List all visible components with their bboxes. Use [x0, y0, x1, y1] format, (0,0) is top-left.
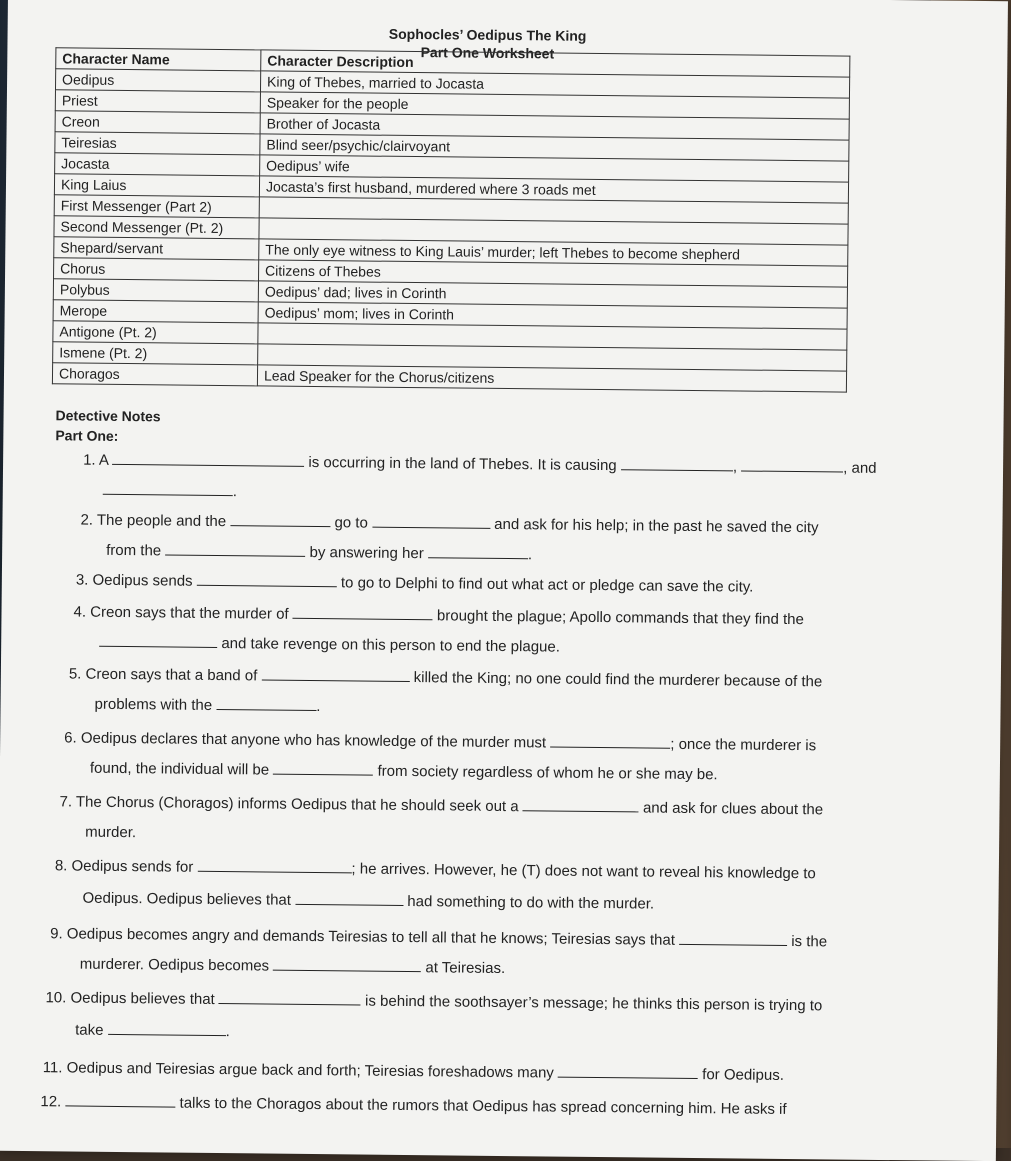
q3-text-b: to go to Delphi to find out what act or pledge can save the city.	[340, 574, 754, 596]
answer-blank[interactable]	[293, 606, 433, 620]
q1-text-a: 1. A	[83, 451, 109, 469]
character-name: Teiresias	[55, 132, 260, 155]
q1-text-e: .	[232, 483, 238, 501]
title-line-1: Sophocles’ Oedipus The King	[388, 25, 587, 44]
character-name: Chorus	[54, 258, 259, 281]
q9-text-c: murderer. Oedipus becomes	[79, 955, 270, 975]
question-11	[43, 1059, 784, 1084]
character-description: Oedipus’ wife	[260, 155, 849, 182]
character-name: Polybus	[53, 279, 258, 302]
q8-text-a: 8. Oedipus sends for	[54, 857, 194, 876]
character-description: Jocasta’s first husband, murdered where 3 roads met	[259, 176, 848, 203]
question-2-cont	[106, 542, 532, 563]
answer-blank[interactable]	[165, 542, 305, 556]
q5-text-a: 5. Creon says that a band of	[68, 665, 258, 685]
answer-blank[interactable]	[261, 667, 409, 682]
answer-blank[interactable]	[99, 634, 217, 648]
q12-text-a: 12.	[40, 1093, 62, 1111]
character-name: Jocasta	[55, 153, 260, 176]
q8-text-b: ; he arrives. However, he (T) does not want to reveal his knowledge to	[351, 860, 816, 883]
q2-text-d: from the	[106, 541, 162, 560]
q2-text-a: 2. The people and the	[80, 511, 227, 531]
q1-text-c: ,	[732, 458, 738, 476]
character-name: Shepard/servant	[54, 237, 259, 260]
question-10	[45, 989, 822, 1014]
question-5	[69, 665, 823, 690]
q5-text-d: .	[316, 698, 321, 716]
character-name: Choragos	[52, 363, 257, 386]
q7-text-a: 7. The Chorus (Choragos) informs Oedipus that he should seek out a	[59, 793, 519, 816]
q2-text-f: .	[527, 546, 533, 564]
answer-blank[interactable]	[679, 932, 787, 946]
character-name: Ismene (Pt. 2)	[53, 342, 258, 365]
title-line-2: Part One Worksheet	[420, 44, 555, 62]
q6-text-b: ; once the murderer is	[670, 735, 817, 755]
q5-text-c: problems with the	[94, 695, 213, 714]
question-4-cont	[99, 634, 560, 656]
answer-blank[interactable]	[230, 513, 330, 527]
q10-text-a: 10. Oedipus believes that	[45, 989, 215, 1008]
q9-text-a: 9. Oedipus becomes angry and demands Teiresias to tell all that he knows; Teiresias says that	[50, 925, 676, 949]
answer-blank[interactable]	[273, 958, 421, 973]
question-5-cont	[94, 696, 320, 715]
question-12	[40, 1093, 786, 1118]
question-6-cont	[90, 760, 718, 784]
q2-text-c: and ask for his help; in the past he saved the city	[494, 515, 819, 537]
q7-text-b: and ask for clues about the	[642, 799, 824, 819]
answer-blank[interactable]	[741, 458, 843, 472]
question-6	[64, 729, 816, 754]
answer-blank[interactable]	[197, 573, 337, 587]
notes-subheading: Part One:	[55, 427, 119, 444]
character-name: Creon	[55, 111, 260, 134]
q4-text-a: 4. Creon says that the murder of	[73, 603, 289, 623]
q1-text-d: , and	[843, 459, 877, 477]
character-name: Second Messenger (Pt. 2)	[54, 216, 259, 239]
answer-blank[interactable]	[558, 1065, 698, 1079]
notes-heading: Detective Notes	[55, 407, 161, 425]
question-9-cont	[80, 956, 506, 977]
answer-blank[interactable]	[216, 697, 316, 711]
character-name: First Messenger (Part 2)	[54, 195, 259, 218]
answer-blank[interactable]	[112, 452, 304, 467]
answer-blank[interactable]	[295, 892, 403, 906]
character-description: Oedipus’ dad; lives in Corinth	[258, 281, 847, 308]
q2-text-e: by answering her	[309, 543, 424, 563]
q6-text-c: found, the individual will be	[89, 759, 270, 779]
q5-text-b: killed the King; no one could find the murderer because of the	[413, 669, 823, 691]
q10-text-c: take	[75, 1021, 104, 1039]
q9-text-b: is the	[791, 933, 828, 951]
q9-text-d: at Teiresias.	[425, 959, 506, 978]
q10-text-d: .	[225, 1023, 230, 1041]
character-name: Antigone (Pt. 2)	[53, 321, 258, 344]
character-description: Lead Speaker for the Chorus/citizens	[257, 365, 846, 392]
question-2	[80, 512, 818, 537]
q4-text-b: brought the plague; Apollo commands that they find the	[436, 607, 804, 629]
q8-text-d: had something to do with the murder.	[407, 892, 655, 913]
q2-text-b: go to	[334, 514, 368, 532]
q8-text-c: Oedipus. Oedipus believes that	[82, 889, 292, 909]
question-9	[50, 925, 827, 950]
q11-text-a: 11. Oedipus and Teiresias argue back and forth; Teiresias foreshadows many	[42, 1059, 554, 1082]
q12-text-b: talks to the Choragos about the rumors that Oedipus has spread concerning him. He asks if	[179, 1094, 787, 1118]
character-description: Oedipus’ mom; lives in Corinth	[258, 302, 847, 329]
answer-blank[interactable]	[550, 734, 670, 748]
header-character-name: Character Name	[56, 48, 261, 71]
answer-blank[interactable]	[219, 991, 361, 1005]
q6-text-d: from society regardless of whom he or she may be.	[377, 762, 718, 784]
character-description: Brother of Jocasta	[260, 113, 849, 140]
answer-blank[interactable]	[372, 515, 490, 529]
character-name: Priest	[55, 90, 260, 113]
q6-text-a: 6. Oedipus declares that anyone who has knowledge of the murder must	[64, 729, 547, 752]
question-1-cont	[103, 482, 237, 500]
question-3	[76, 572, 754, 596]
header-character-description: Character Description	[261, 50, 850, 77]
character-name: Merope	[53, 300, 258, 323]
character-description: King of Thebes, married to Jocasta	[260, 71, 849, 98]
question-8	[55, 857, 816, 882]
q1-text-b: is occurring in the land of Thebes. It is causing	[308, 453, 617, 475]
answer-blank[interactable]	[197, 859, 351, 874]
character-description: The only eye witness to King Lauis’ murder; left Thebes to become shepherd	[259, 239, 848, 266]
answer-blank[interactable]	[108, 1022, 226, 1036]
q3-text-a: 3. Oedipus sends	[75, 571, 193, 590]
question-1	[83, 452, 877, 477]
character-description: Speaker for the people	[260, 92, 849, 119]
question-10-cont	[75, 1022, 230, 1041]
answer-blank[interactable]	[523, 798, 639, 812]
detective-notes	[55, 405, 935, 454]
question-7	[59, 793, 823, 818]
q11-text-b: for Oedipus.	[702, 1066, 785, 1084]
question-8-cont	[82, 890, 654, 913]
q10-text-b: is behind the soothsayer’s message; he thinks this person is trying to	[365, 992, 823, 1015]
character-name: King Laius	[54, 174, 259, 197]
character-name: Oedipus	[55, 69, 260, 92]
answer-blank[interactable]	[621, 457, 733, 471]
answer-blank[interactable]	[273, 762, 373, 776]
q4-text-c: and take revenge on this person to end the plague.	[221, 635, 561, 656]
question-4	[73, 603, 804, 628]
answer-blank[interactable]	[428, 545, 528, 559]
character-description: Blind seer/psychic/clairvoyant	[260, 134, 849, 161]
answer-blank[interactable]	[65, 1093, 175, 1107]
character-table	[52, 47, 850, 392]
q7-text-c: murder.	[85, 823, 137, 842]
answer-blank[interactable]	[103, 482, 233, 496]
question-7-cont	[85, 824, 136, 842]
character-description: Citizens of Thebes	[259, 260, 848, 287]
